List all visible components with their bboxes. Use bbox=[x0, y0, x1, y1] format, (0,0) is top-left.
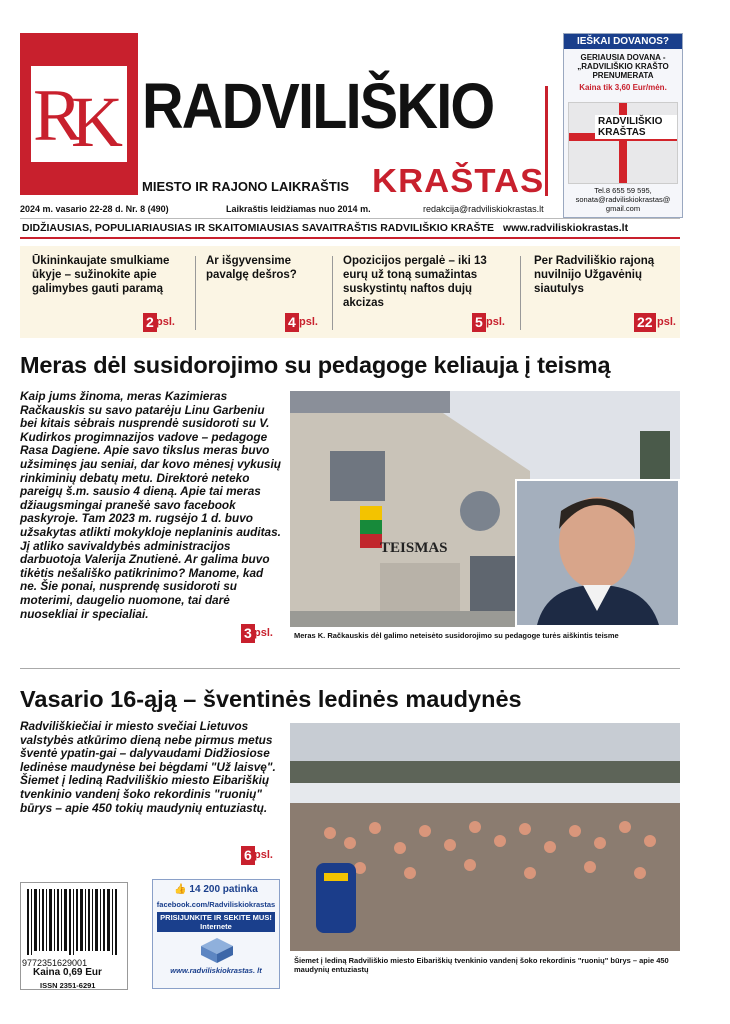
masthead-divider bbox=[545, 86, 548, 196]
teaser-strip bbox=[20, 246, 680, 338]
teaser-3-suffix: psl. bbox=[486, 316, 505, 328]
teaser-1-suffix: psl. bbox=[156, 316, 175, 328]
story-2-page: 6 bbox=[241, 846, 255, 865]
facebook-join-text: PRISIJUNKITE IR SEKITE MUS! Internete bbox=[157, 912, 275, 932]
website-link-2[interactable]: www.radviliskiokrastas. lt bbox=[170, 966, 262, 975]
court-sign: TEISMAS bbox=[380, 540, 448, 556]
mayor-portrait bbox=[515, 479, 680, 627]
story-1-headline[interactable]: Meras dėl susidorojimo su pedagoge keliauja į teismą bbox=[20, 352, 611, 378]
promo-gift-image bbox=[568, 102, 678, 184]
ice-swim-photo bbox=[290, 723, 680, 951]
barcode-icon bbox=[21, 883, 127, 957]
subscription-promo[interactable] bbox=[563, 33, 683, 218]
masthead-title-2: KRAŠTAS bbox=[372, 162, 545, 199]
section-divider bbox=[20, 668, 680, 669]
story-1-suffix: psl. bbox=[254, 627, 273, 639]
tagline: DIDŽIAUSIAS, POPULIARIAUSIAS IR SKAITOMIAUSIAS SAVAITRAŠTIS RADVILIŠKIO KRAŠTE bbox=[22, 222, 494, 234]
website-link[interactable]: www.radviliskiokrastas.lt bbox=[503, 222, 629, 234]
story-1-caption: Meras K. Račkauskis dėl galimo neteisėto susidorojimo su pedagoge turės aiškintis teisme bbox=[294, 631, 619, 640]
published-since: Laikraštis leidžiamas nuo 2014 m. bbox=[226, 204, 371, 214]
masthead-title: RADVILIŠKIO bbox=[142, 70, 494, 142]
thumbs-up-icon: 👍 bbox=[174, 884, 190, 895]
promo-price: Kaina tik 3,60 Eur/mėn. bbox=[579, 83, 667, 92]
story-2-headline[interactable]: Vasario 16-ąją – šventinės ledinės maudynės bbox=[20, 686, 522, 712]
promo-email: sonata@radviliskiokrastas@ gmail.com bbox=[575, 195, 671, 213]
cover-price: Kaina 0,69 Eur bbox=[33, 967, 102, 978]
facebook-like-count bbox=[153, 884, 279, 895]
editorial-email[interactable]: redakcija@radviliskiokrastas.lt bbox=[423, 204, 544, 214]
logo-mark bbox=[31, 66, 127, 162]
logo bbox=[20, 33, 138, 195]
teaser-2-page: 4 bbox=[285, 313, 299, 332]
facebook-promo[interactable] bbox=[152, 879, 280, 989]
globe-cube-icon bbox=[197, 936, 237, 964]
issn: ISSN 2351-6291 bbox=[40, 981, 96, 990]
facebook-count-text: 14 200 patinka bbox=[189, 884, 258, 895]
teaser-1[interactable]: Ūkininkaujate smulkiame ūkyje – sužinokite apie galimybes gauti paramą bbox=[32, 255, 170, 295]
facebook-url[interactable]: facebook.com/Radviliskiokrastas bbox=[156, 900, 276, 909]
teaser-divider bbox=[332, 256, 333, 330]
promo-phone: Tel.8 655 59 595, bbox=[594, 186, 652, 195]
promo-image-logo: RADVILIŠKIO KRAŠTAS bbox=[595, 115, 677, 139]
teaser-2[interactable]: Ar išgyvensime pavalgę dešros? bbox=[206, 255, 297, 281]
story-1-body: Kaip jums žinoma, meras Kazimieras Račkauskis su savo patarėju Linu Garbeniu bei kitais sėbrais nusprendė susidoroti su V. Kudirkos progimnazijos vadove – pedagoge Rasa Dagiene. Apie savo tikslus meras buvo užsiminęs jau seniai, dar kovo mėnesį vykusių rinkiminių debatų metu. Direktorė neteko pareigų š.m. sausio 4 dieną. Apie tai meras džiaugsmingai pranešė savo facebook paskyroje. Tam 2023 m. rugsėjo 1 d. buvo užsakytas atlikti mokykloje neplaninis auditas. Jį atliko savivaldybės administracijos darbuotoja Valerija Znutienė. Ar galima buvo tikėtis nešališko patikrinimo? Manome, kad ne. Šie ponai, nusprendę susidoroti su moterimi, daugelio nuomone, tai darė nuosekliai ir specialiai. bbox=[20, 389, 281, 621]
teaser-2-suffix: psl. bbox=[299, 316, 318, 328]
issue-date: 2024 m. vasario 22-28 d. Nr. 8 (490) bbox=[20, 204, 169, 214]
story-2-suffix: psl. bbox=[254, 849, 273, 861]
barcode-number: 9772351629001 bbox=[22, 958, 88, 968]
promo-heading: IEŠKAI DOVANOS? bbox=[564, 34, 682, 49]
svg-text:K: K bbox=[71, 82, 123, 162]
teaser-4[interactable]: Per Radviliškio rajoną nuvilnijo Užgavėnių siautulys bbox=[534, 255, 655, 295]
teaser-4-page: 22 bbox=[634, 313, 656, 332]
svg-text:R: R bbox=[33, 75, 83, 157]
story-2-caption: Šiemet į lediną Radviliškio miesto Eibariškių tvenkinio vandenį šoko rekordinis "ruonių" būrys – apie 450 maudynių entuziastų bbox=[294, 956, 669, 974]
teaser-3[interactable]: Opozicijos pergalė – iki 13 eurų už toną sumažintas suskystintų naftos dujų akcizas bbox=[343, 255, 487, 309]
teaser-4-suffix: psl. bbox=[657, 316, 676, 328]
teaser-3-page: 5 bbox=[472, 313, 486, 332]
teaser-divider bbox=[195, 256, 196, 330]
teaser-1-page: 2 bbox=[143, 313, 157, 332]
story-2-body: Radviliškiečiai ir miesto svečiai Lietuvos valstybės atkūrimo dieną nebe pirmus metus šventė ypatin-gai – dalyvaudami Didžiosiose ledinėse maudynėse bei bėgdami "Už laisvę". Šiemet į lediną Radviliškio miesto Eibariškių tvenkinio vandenį šoko rekordinis "ruonių" būrys – apie 450 tokių maudynių entuziastų. bbox=[20, 719, 276, 815]
masthead-subtitle: MIESTO IR RAJONO LAIKRAŠTIS bbox=[142, 179, 350, 194]
promo-title: GERIAUSIA DOVANA - „RADVILIŠKIO KRAŠTO PRENUMERATA bbox=[577, 53, 669, 80]
promo-contact bbox=[564, 186, 682, 213]
teaser-divider bbox=[520, 256, 521, 330]
story-1-page: 3 bbox=[241, 624, 255, 643]
